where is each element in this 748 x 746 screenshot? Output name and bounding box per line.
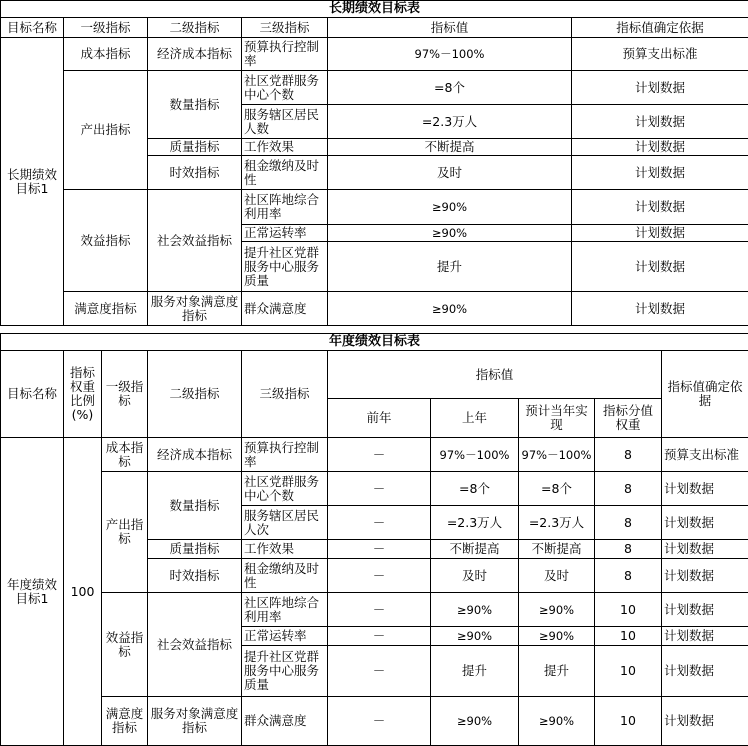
long-term-title: 长期绩效目标表 — [1, 1, 748, 18]
value-cell: =8个 — [328, 71, 572, 105]
current-cell: 97%－100% — [519, 438, 595, 472]
last-cell: =2.3万人 — [431, 506, 519, 540]
current-cell: 及时 — [519, 559, 595, 593]
prev-cell: － — [328, 540, 431, 559]
l2-quality: 质量指标 — [148, 139, 242, 156]
header-score-weight: 指标分值权重 — [595, 399, 662, 438]
header-value: 指标值 — [328, 18, 572, 38]
current-cell: =2.3万人 — [519, 506, 595, 540]
last-cell: =8个 — [431, 472, 519, 506]
goal-name-cell: 年度绩效目标1 — [1, 438, 64, 746]
basis-cell: 计划数据 — [662, 593, 748, 627]
l3-cell: 租金缴纳及时性 — [242, 559, 328, 593]
prev-cell: － — [328, 559, 431, 593]
current-cell: ≥90% — [519, 697, 595, 746]
l3-cell: 工作效果 — [242, 139, 328, 156]
current-cell: ≥90% — [519, 593, 595, 627]
header-goal-name: 目标名称 — [1, 18, 64, 38]
score-cell: 10 — [595, 593, 662, 627]
l2-timeliness: 时效指标 — [148, 156, 242, 190]
score-cell: 8 — [595, 506, 662, 540]
last-cell: 不断提高 — [431, 540, 519, 559]
l1-output: 产出指标 — [102, 472, 148, 593]
basis-cell: 计划数据 — [662, 697, 748, 746]
l1-cost: 成本指标 — [102, 438, 148, 472]
l3-cell: 租金缴纳及时性 — [242, 156, 328, 190]
basis-cell: 计划数据 — [572, 190, 748, 225]
last-cell: ≥90% — [431, 627, 519, 646]
weight-cell: 100 — [64, 438, 102, 746]
basis-cell: 计划数据 — [572, 156, 748, 190]
l3-cell: 社区阵地综合利用率 — [242, 593, 328, 627]
l2-economic-cost: 经济成本指标 — [148, 38, 242, 71]
value-cell: 不断提高 — [328, 139, 572, 156]
l2-social-benefit: 社会效益指标 — [148, 190, 242, 292]
header-level1: 一级指标 — [64, 18, 148, 38]
value-cell: ≥90% — [328, 225, 572, 242]
current-cell: 不断提高 — [519, 540, 595, 559]
l1-satisfaction: 满意度指标 — [102, 697, 148, 746]
header-value-group: 指标值 — [328, 351, 662, 399]
header-this-year: 预计当年实现 — [519, 399, 595, 438]
basis-cell: 计划数据 — [662, 506, 748, 540]
basis-cell: 计划数据 — [572, 242, 748, 292]
l2-satisfaction: 服务对象满意度指标 — [148, 292, 242, 326]
l1-benefit: 效益指标 — [102, 593, 148, 697]
score-cell: 8 — [595, 438, 662, 472]
goal-name-cell: 长期绩效目标1 — [1, 38, 64, 326]
l2-quantity: 数量指标 — [148, 472, 242, 540]
l2-timeliness: 时效指标 — [148, 559, 242, 593]
header-last-year: 上年 — [431, 399, 519, 438]
annual-table — [0, 333, 748, 746]
l2-economic-cost: 经济成本指标 — [148, 438, 242, 472]
value-cell: 97%－100% — [328, 38, 572, 71]
score-cell: 10 — [595, 627, 662, 646]
current-cell: =8个 — [519, 472, 595, 506]
l3-cell: 预算执行控制率 — [242, 438, 328, 472]
l2-satisfaction: 服务对象满意度指标 — [148, 697, 242, 746]
current-cell: ≥90% — [519, 627, 595, 646]
l3-cell: 群众满意度 — [242, 697, 328, 746]
value-cell: 提升 — [328, 242, 572, 292]
l3-cell: 正常运转率 — [242, 627, 328, 646]
value-cell: =2.3万人 — [328, 105, 572, 139]
basis-cell: 计划数据 — [662, 646, 748, 697]
value-cell: ≥90% — [328, 292, 572, 326]
l3-cell: 正常运转率 — [242, 225, 328, 242]
basis-cell: 计划数据 — [572, 105, 748, 139]
basis-cell: 预算支出标准 — [572, 38, 748, 71]
value-cell: 及时 — [328, 156, 572, 190]
last-cell: ≥90% — [431, 697, 519, 746]
score-cell: 10 — [595, 697, 662, 746]
l3-cell: 社区党群服务中心个数 — [242, 71, 328, 105]
l3-cell: 预算执行控制率 — [242, 38, 328, 71]
basis-cell: 计划数据 — [572, 225, 748, 242]
basis-cell: 计划数据 — [662, 627, 748, 646]
l2-quantity: 数量指标 — [148, 71, 242, 139]
header-level1: 一级指标 — [102, 351, 148, 438]
score-cell: 8 — [595, 559, 662, 593]
l1-output: 产出指标 — [64, 71, 148, 190]
basis-cell: 计划数据 — [572, 71, 748, 105]
basis-cell: 计划数据 — [572, 292, 748, 326]
score-cell: 10 — [595, 646, 662, 697]
prev-cell: － — [328, 697, 431, 746]
last-cell: 及时 — [431, 559, 519, 593]
l2-social-benefit: 社会效益指标 — [148, 593, 242, 697]
prev-cell: － — [328, 506, 431, 540]
long-term-table — [0, 0, 748, 326]
basis-cell: 计划数据 — [572, 139, 748, 156]
l3-cell: 提升社区党群服务中心服务质量 — [242, 242, 328, 292]
header-goal-name: 目标名称 — [1, 351, 64, 438]
prev-cell: － — [328, 472, 431, 506]
l1-benefit: 效益指标 — [64, 190, 148, 292]
header-level2: 二级指标 — [148, 18, 242, 38]
l3-cell: 服务辖区居民人次 — [242, 506, 328, 540]
header-prev-year: 前年 — [328, 399, 431, 438]
prev-cell: － — [328, 627, 431, 646]
score-cell: 8 — [595, 472, 662, 506]
last-cell: ≥90% — [431, 593, 519, 627]
l2-quality: 质量指标 — [148, 540, 242, 559]
prev-cell: － — [328, 646, 431, 697]
header-level3: 三级指标 — [242, 18, 328, 38]
score-cell: 8 — [595, 540, 662, 559]
value-cell: ≥90% — [328, 190, 572, 225]
basis-cell: 计划数据 — [662, 540, 748, 559]
last-cell: 97%－100% — [431, 438, 519, 472]
header-basis: 指标值确定依据 — [662, 351, 748, 438]
current-cell: 提升 — [519, 646, 595, 697]
basis-cell: 预算支出标准 — [662, 438, 748, 472]
header-weight: 指标权重比例(%) — [64, 351, 102, 438]
annual-title: 年度绩效目标表 — [1, 334, 748, 351]
l3-cell: 社区党群服务中心个数 — [242, 472, 328, 506]
l3-cell: 群众满意度 — [242, 292, 328, 326]
l1-cost: 成本指标 — [64, 38, 148, 71]
l3-cell: 工作效果 — [242, 540, 328, 559]
header-level2: 二级指标 — [148, 351, 242, 438]
basis-cell: 计划数据 — [662, 559, 748, 593]
l3-cell: 服务辖区居民人数 — [242, 105, 328, 139]
basis-cell: 计划数据 — [662, 472, 748, 506]
l1-satisfaction: 满意度指标 — [64, 292, 148, 326]
prev-cell: － — [328, 438, 431, 472]
last-cell: 提升 — [431, 646, 519, 697]
prev-cell: － — [328, 593, 431, 627]
l3-cell: 提升社区党群服务中心服务质量 — [242, 646, 328, 697]
l3-cell: 社区阵地综合利用率 — [242, 190, 328, 225]
header-level3: 三级指标 — [242, 351, 328, 438]
header-basis: 指标值确定依据 — [572, 18, 748, 38]
